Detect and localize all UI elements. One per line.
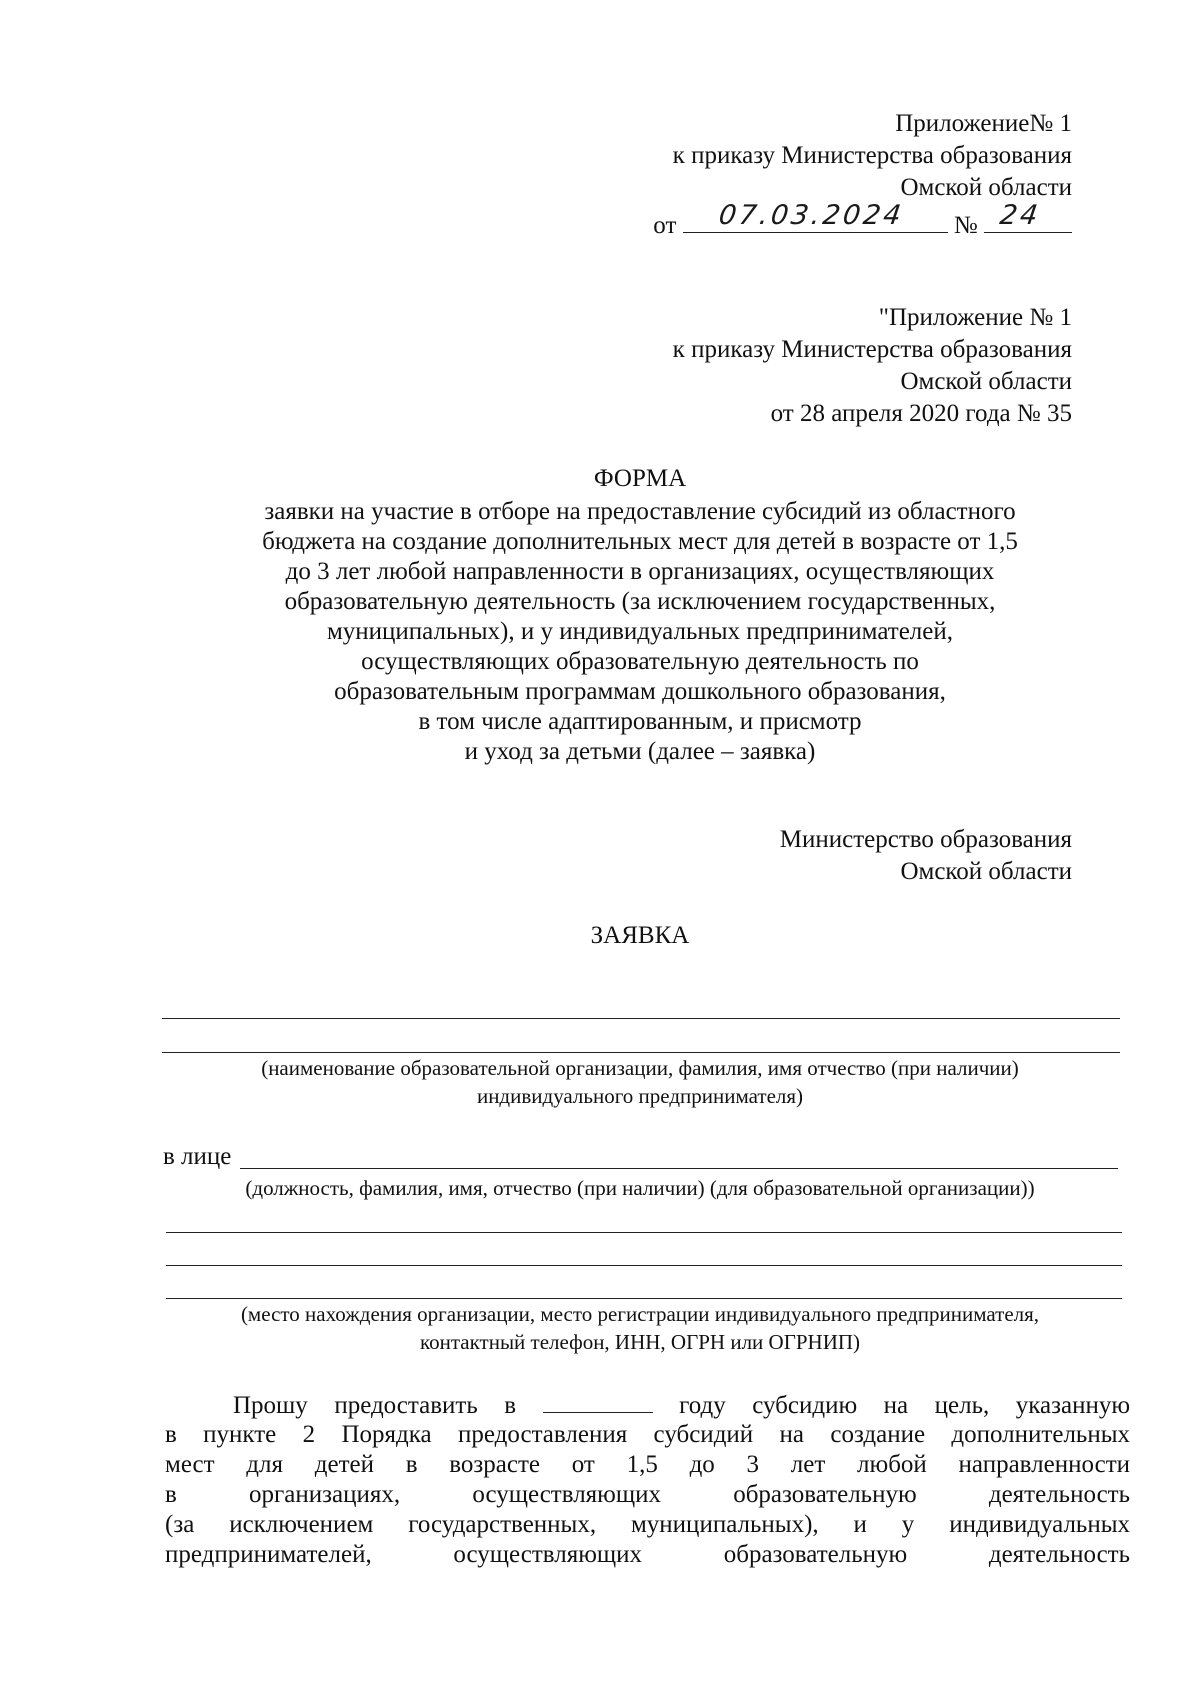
request-line-6: предпринимателей, осуществляющих образовательную деятельность bbox=[165, 1541, 1130, 1568]
number-prefix: № bbox=[953, 212, 978, 239]
location-line-3[interactable] bbox=[166, 1298, 1122, 1299]
form-description bbox=[170, 497, 1110, 767]
application-title: ЗАЯВКА bbox=[590, 922, 690, 949]
original-appendix-region: Омской области bbox=[900, 368, 1072, 395]
appendix-date-line bbox=[653, 200, 1072, 242]
form-description-line: образовательную деятельность (за исключением государственных, bbox=[284, 588, 996, 615]
handwritten-date: 07.03.2024 bbox=[716, 200, 906, 231]
addressee-ministry: Министерство образования bbox=[779, 826, 1072, 853]
original-appendix-header bbox=[673, 302, 1072, 430]
form-description-line: бюджета на создание дополнительных мест для детей в возрасте от 1,5 bbox=[262, 528, 1018, 555]
date-field bbox=[683, 200, 948, 233]
appendix-region: Омской области bbox=[900, 174, 1072, 201]
form-description-line: и уход за детьми (далее – заявка) bbox=[464, 738, 816, 765]
form-description-line: до 3 лет любой направленности в организациях, осуществляющих bbox=[285, 558, 995, 585]
location-line-1[interactable] bbox=[166, 1232, 1122, 1233]
request-line-1 bbox=[165, 1390, 1130, 1420]
form-title: ФОРМА bbox=[593, 465, 687, 492]
original-appendix-date: от 28 апреля 2020 года № 35 bbox=[770, 400, 1072, 427]
request-paragraph bbox=[165, 1390, 1130, 1570]
date-prefix: от bbox=[653, 212, 677, 239]
location-line-2[interactable] bbox=[166, 1265, 1122, 1266]
appendix-title: Приложение№ 1 bbox=[895, 110, 1072, 137]
form-description-line: образовательным программам дошкольного образования, bbox=[334, 678, 946, 705]
org-name-caption-line: индивидуального предпринимателя) bbox=[476, 1084, 804, 1108]
appendix-header bbox=[653, 108, 1072, 242]
original-appendix-order-ref: к приказу Министерства образования bbox=[672, 336, 1072, 363]
form-description-line: муниципальных), и у индивидуальных предпринимателей, bbox=[326, 618, 954, 645]
person-caption: (должность, фамилия, имя, отчество (при наличии) (для образовательной организации)) bbox=[245, 1176, 1035, 1200]
request-line-4: в организациях, осуществляющих образовательную деятельность bbox=[165, 1481, 1130, 1508]
form-description-line: в том числе адаптированным, и присмотр bbox=[418, 708, 862, 735]
org-name-caption bbox=[150, 1054, 1130, 1110]
form-description-line: заявки на участие в отборе на предоставление субсидий из областного bbox=[264, 498, 1016, 525]
request-line-3: мест для детей в возрасте от 1,5 до 3 лет любой направленности bbox=[165, 1451, 1130, 1478]
request-text: году субсидию на цель, указанную bbox=[679, 1392, 1131, 1419]
org-name-caption-line: (наименование образовательной организации, фамилия, имя отчество (при наличии) bbox=[261, 1056, 1019, 1080]
org-name-line-1[interactable] bbox=[162, 1018, 1120, 1019]
represented-by-line[interactable] bbox=[240, 1168, 1118, 1169]
request-text: Прошу предоставить в bbox=[233, 1392, 517, 1419]
appendix-order-ref: к приказу Министерства образования bbox=[672, 142, 1072, 169]
addressee-region: Омской области bbox=[900, 858, 1072, 885]
year-blank-field[interactable] bbox=[543, 1390, 653, 1413]
location-caption bbox=[150, 1300, 1130, 1356]
request-line-2: в пункте 2 Порядка предоставления субсидий на создание дополнительных bbox=[165, 1421, 1130, 1448]
form-description-line: осуществляющих образовательную деятельность по bbox=[361, 648, 919, 675]
handwritten-number: 24 bbox=[997, 200, 1043, 231]
request-line-5: (за исключением государственных, муниципальных), и у индивидуальных bbox=[165, 1511, 1130, 1538]
number-field bbox=[984, 200, 1072, 233]
location-caption-line: (место нахождения организации, место регистрации индивидуального предпринимателя, bbox=[240, 1302, 1040, 1326]
location-caption-line: контактный телефон, ИНН, ОГРН или ОГРНИП) bbox=[419, 1330, 861, 1354]
addressee bbox=[780, 824, 1072, 888]
represented-by-label: в лице bbox=[163, 1143, 232, 1170]
original-appendix-title: "Приложение № 1 bbox=[878, 304, 1072, 331]
org-name-line-2[interactable] bbox=[162, 1052, 1120, 1053]
